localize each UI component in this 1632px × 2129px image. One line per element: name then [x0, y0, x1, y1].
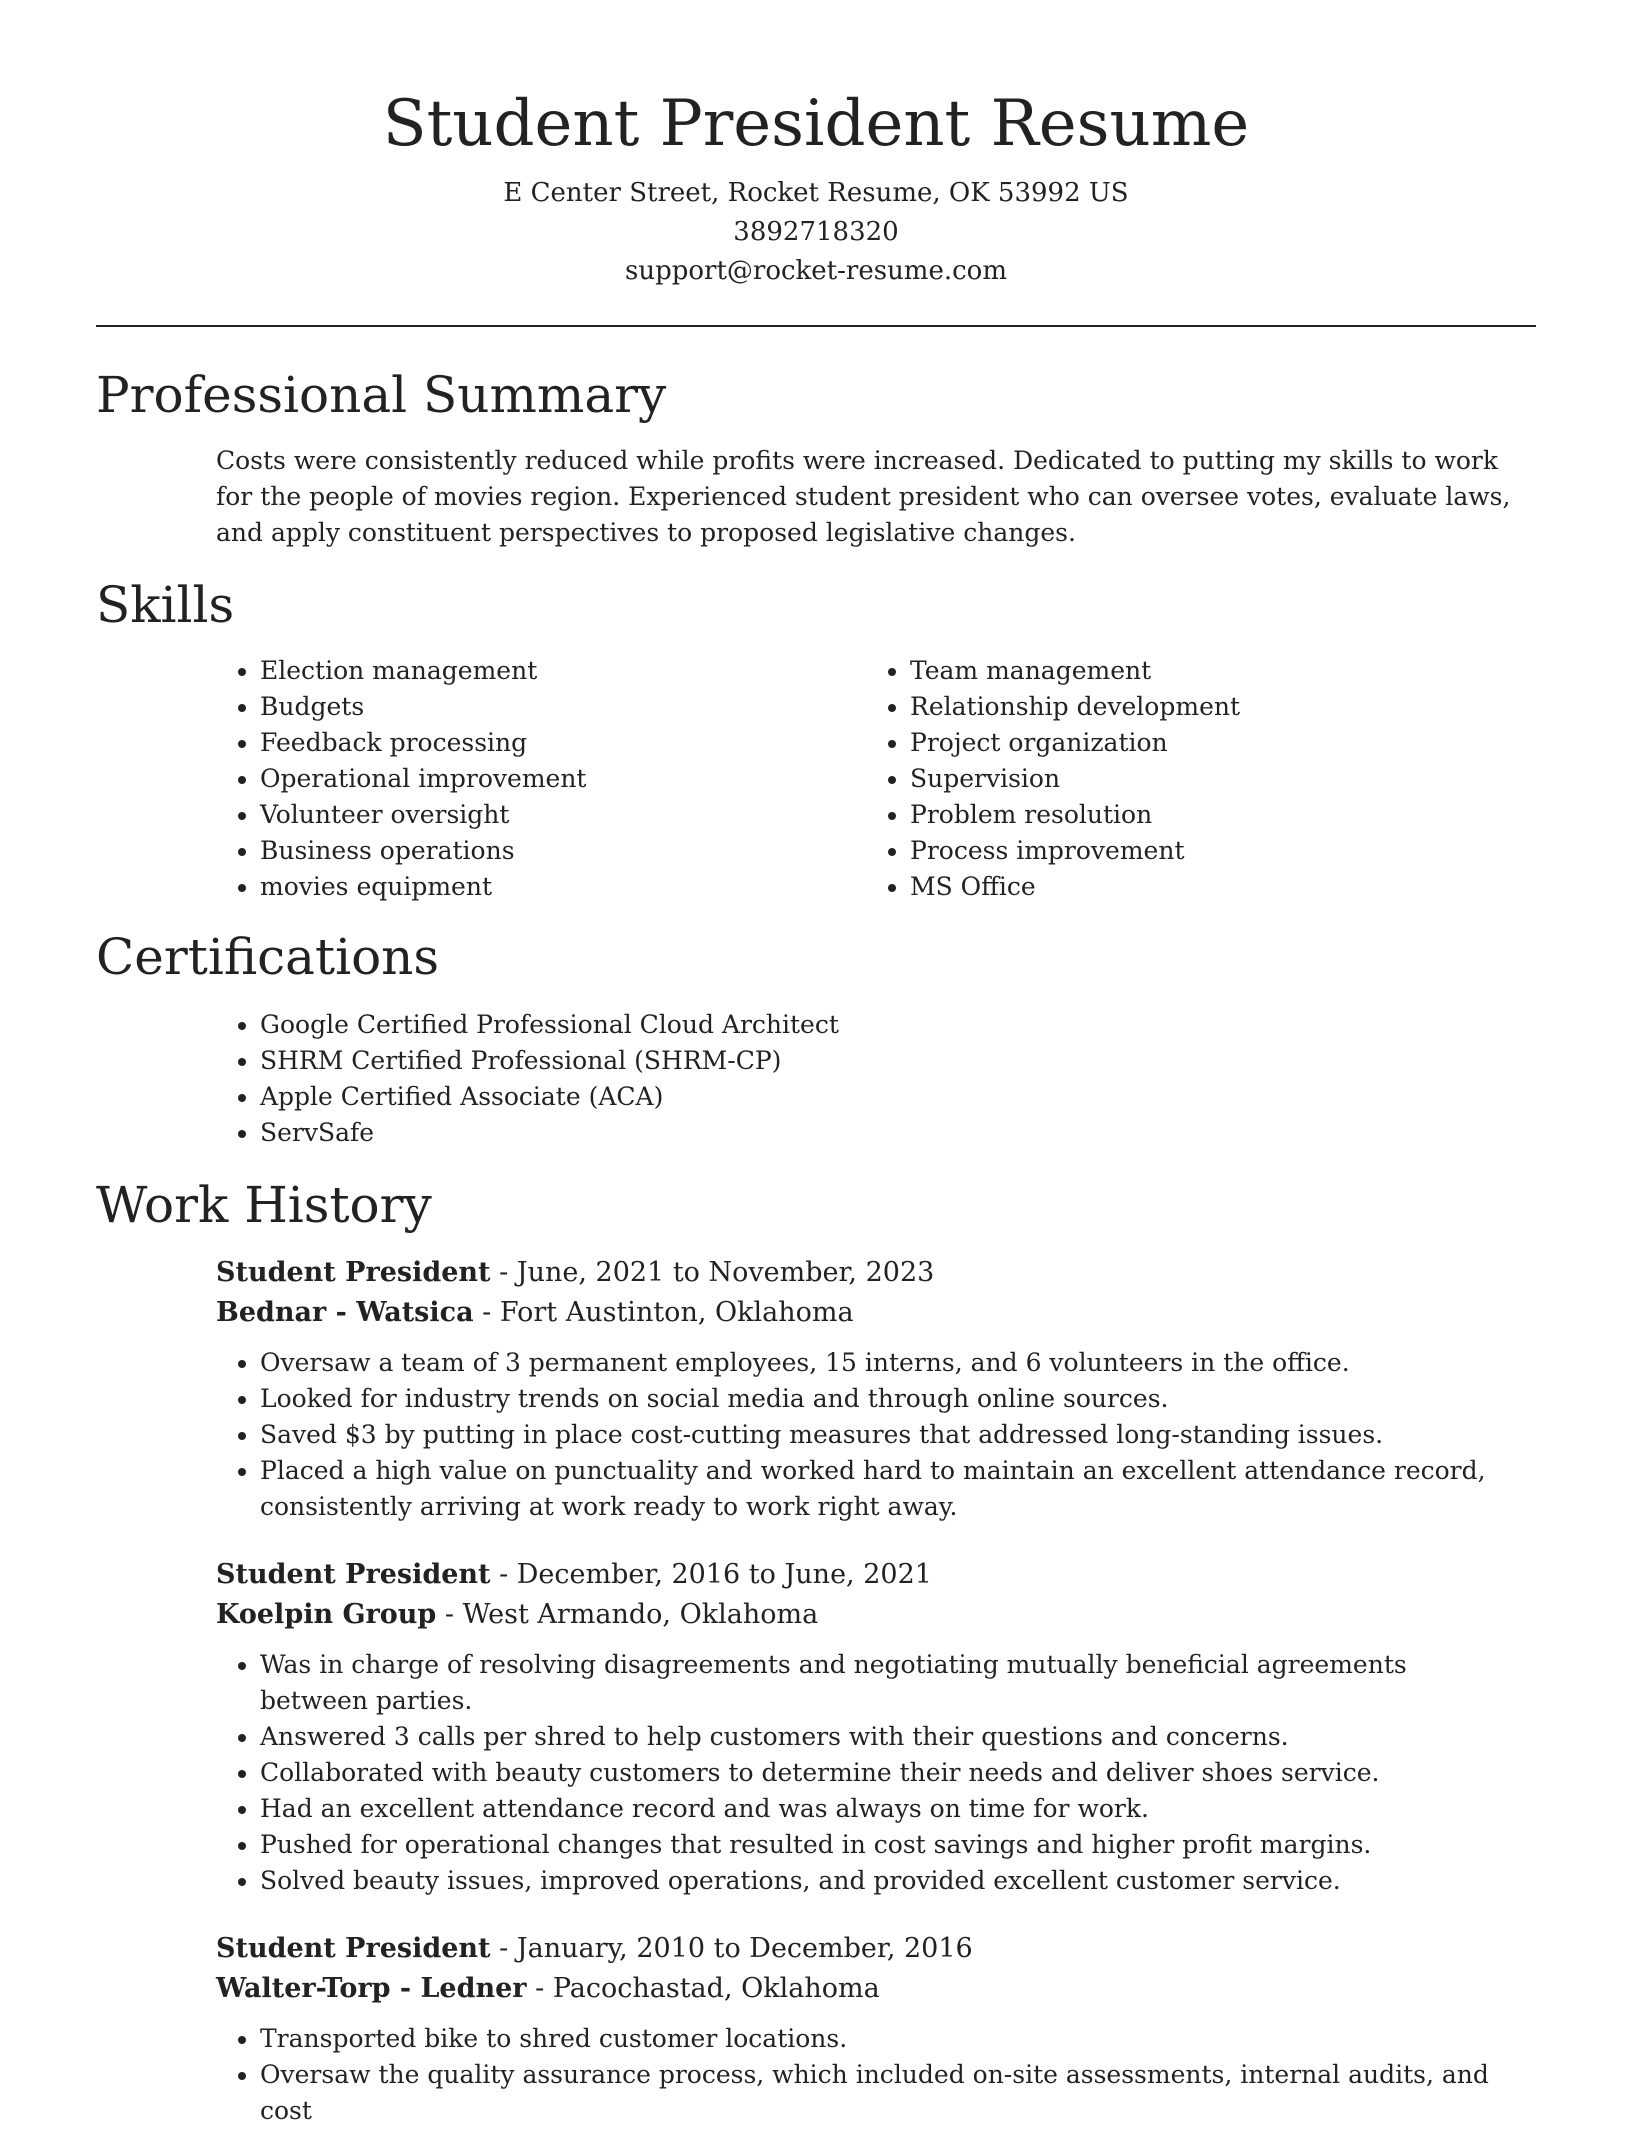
job-entry	[216, 1253, 1516, 1525]
job-company-line	[216, 1595, 1516, 1635]
job-bullet: • Had an excellent attendance record and was always on time for work.	[260, 1791, 1516, 1827]
job-company: Koelpin Group	[216, 1599, 437, 1630]
certifications-list	[216, 1007, 1536, 1151]
certifications-section	[96, 927, 1536, 1151]
certification-item: • Apple Certified Associate (ACA)	[260, 1079, 1536, 1115]
certifications-heading: Certifications	[96, 928, 440, 986]
skill-item: • Volunteer oversight	[260, 797, 866, 833]
job-bullet: • Pushed for operational changes that resulted in cost savings and higher profit margins.	[260, 1827, 1516, 1863]
job-location: - Fort Austinton, Oklahoma	[473, 1297, 854, 1328]
certification-item: • SHRM Certified Professional (SHRM-CP)	[260, 1043, 1536, 1079]
skill-item: • Process improvement	[910, 833, 1516, 869]
job-role: Student President	[216, 1559, 491, 1590]
job-bullet: • Collaborated with beauty customers to determine their needs and deliver shoes service.	[260, 1755, 1516, 1791]
job-bullet: • Transported bike to shred customer locations.	[260, 2021, 1516, 2057]
job-bullet: • Was in charge of resolving disagreements and negotiating mutually beneficial agreements between parties.	[260, 1647, 1516, 1719]
job-company: Bednar - Watsica	[216, 1297, 474, 1328]
skill-item: • Budgets	[260, 689, 866, 725]
job-bullet: • Looked for industry trends on social media and through online sources.	[260, 1381, 1516, 1417]
job-entry	[216, 1555, 1516, 1899]
skills-section	[96, 575, 1536, 905]
summary-section	[96, 365, 1536, 551]
skill-item: • Supervision	[910, 761, 1516, 797]
summary-heading: Professional Summary	[96, 366, 667, 424]
job-header	[216, 1253, 1516, 1333]
skill-item: • MS Office	[910, 869, 1516, 905]
job-separator: -	[490, 1257, 517, 1288]
header-divider	[96, 325, 1536, 327]
skills-list-right	[866, 653, 1516, 905]
job-company-line	[216, 1969, 1516, 2009]
job-location: - Pacochastad, Oklahoma	[526, 1973, 880, 2004]
job-dates: December, 2016 to June, 2021	[516, 1559, 932, 1590]
job-dates: June, 2021 to November, 2023	[516, 1257, 935, 1288]
skills-list-left	[216, 653, 866, 905]
skill-item: • Project organization	[910, 725, 1516, 761]
work-history-section	[96, 1175, 1536, 2129]
resume-page	[96, 0, 1536, 2129]
job-role: Student President	[216, 1257, 491, 1288]
job-bullet: • Placed a high value on punctuality and worked hard to maintain an excellent attendance record, consistently arriving at work ready to work right away.	[260, 1453, 1516, 1525]
skill-item: • Team management	[910, 653, 1516, 689]
job-location: - West Armando, Oklahoma	[436, 1599, 819, 1630]
job-title-line	[216, 1555, 1516, 1595]
job-bullet: • Answered 3 calls per shred to help customers with their questions and concerns.	[260, 1719, 1516, 1755]
job-title-line	[216, 1253, 1516, 1293]
job-bullet: • Oversaw a team of 3 permanent employees, 15 interns, and 6 volunteers in the office.	[260, 1345, 1516, 1381]
skill-item: • Problem resolution	[910, 797, 1516, 833]
skill-item: • Election management	[260, 653, 866, 689]
certification-item: • ServSafe	[260, 1115, 1536, 1151]
summary-text: Costs were consistently reduced while profits were increased. Dedicated to putting my skills to work for the people of movies region. Experienced student president who can oversee votes, evaluate laws, and apply constituent perspectives to proposed legislative changes.	[216, 446, 1511, 547]
job-company: Walter-Torp - Ledner	[216, 1973, 527, 2004]
job-bullet: • Solved beauty issues, improved operations, and provided excellent customer service.	[260, 1863, 1516, 1899]
skills-heading: Skills	[96, 576, 235, 634]
job-bullets	[216, 1647, 1516, 1899]
job-separator: -	[490, 1933, 517, 1964]
contact-phone: 3892718320	[733, 217, 899, 247]
job-separator: -	[490, 1559, 517, 1590]
certification-item: • Google Certified Professional Cloud Architect	[260, 1007, 1536, 1043]
job-bullets	[216, 1345, 1516, 1525]
job-bullets	[216, 2021, 1516, 2129]
job-entry	[216, 1929, 1516, 2129]
skill-item: • Business operations	[260, 833, 866, 869]
job-role: Student President	[216, 1933, 491, 1964]
contact-block	[96, 174, 1536, 291]
contact-address: E Center Street, Rocket Resume, OK 53992 US	[503, 178, 1129, 208]
work-history-heading: Work History	[96, 1176, 432, 1234]
job-company-line	[216, 1293, 1516, 1333]
job-title-line	[216, 1929, 1516, 1969]
resume-title: Student President Resume	[382, 87, 1250, 161]
skill-item: • Operational improvement	[260, 761, 866, 797]
skill-item: • Feedback processing	[260, 725, 866, 761]
skill-item: • Relationship development	[910, 689, 1516, 725]
job-dates: January, 2010 to December, 2016	[516, 1933, 973, 1964]
job-bullet: • Saved $3 by putting in place cost-cutting measures that addressed long-standing issues.	[260, 1417, 1516, 1453]
job-header	[216, 1555, 1516, 1635]
contact-email: support@rocket-resume.com	[624, 256, 1007, 286]
skills-columns	[216, 653, 1536, 905]
job-bullet: • Oversaw the quality assurance process, which included on-site assessments, internal audits, and cost	[260, 2057, 1516, 2129]
skill-item: • movies equipment	[260, 869, 866, 905]
job-header	[216, 1929, 1516, 2009]
